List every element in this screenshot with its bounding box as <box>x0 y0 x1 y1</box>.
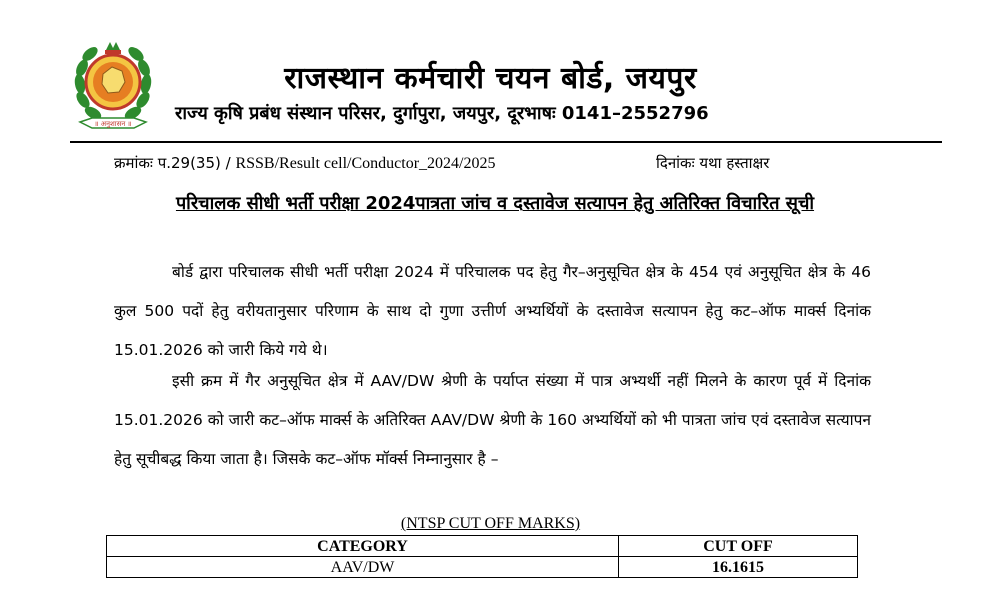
header-divider <box>70 141 942 143</box>
date-label: दिनांकः यथा हस्ताक्षर <box>656 154 770 172</box>
cutoff-table-caption: (NTSP CUT OFF MARKS) <box>400 515 581 532</box>
cutoff-table <box>106 535 858 578</box>
paragraph-intro: बोर्ड द्वारा परिचालक सीधी भर्ती परीक्षा 2024 में परिचालक पद हेतु गैर–अनुसूचित क्षेत्र के 454 एवं अनुसूचित क्षेत्र के 46 कुल 500 पदों हेतु वरीयतानुसार परिणाम के साथ दो गुणा उत्तीर्ण अभ्यर्थियों के दस्तावेज सत्यापन हेतु कट–ऑफ मार्क्स दिनांक 15.01.2026 को जारी किये गये थे। <box>114 263 871 359</box>
paragraph-details: इसी क्रम में गैर अनुसूचित क्षेत्र में AAV/DW श्रेणी के पर्याप्त संख्या में पात्र अभ्यर्थी नहीं मिलने के कारण पूर्व में दिनांक 15.01.2026 को जारी कट–ऑफ मार्क्स के अतिरिक्त AAV/DW श्रेणी के 160 अभ्यर्थियों को भी पात्रता जांच एवं दस्तावेज सत्यापन हेतु सूचीबद्ध किया जाता है। जिसके कट–ऑफ मॉर्क्स निम्नानुसार है – <box>114 372 871 468</box>
organization-address: राज्य कृषि प्रबंध संस्थान परिसर, दुर्गापुरा, जयपुर, दूरभाषः 0141–2552796 <box>175 103 709 124</box>
table-row <box>107 557 858 578</box>
table-header-row <box>107 536 858 557</box>
reference-code: RSSB/Result cell/Conductor_2024/2025 <box>235 155 496 172</box>
document-title: परिचालक सीधी भर्ती परीक्षा 2024पात्रता जांच व दस्तावेज सत्यापन हेतु अतिरिक्त विचारित सूची <box>175 193 815 214</box>
cell-category: AAV/DW <box>107 557 619 578</box>
header-category: CATEGORY <box>107 536 619 557</box>
reference-number <box>114 153 495 173</box>
reference-prefix: क्रमांकः प.29(35) / <box>114 154 236 172</box>
organization-name: राजस्थान कर्मचारी चयन बोर्ड, जयपुर <box>284 61 697 96</box>
header-cutoff: CUT OFF <box>619 536 858 557</box>
cell-cutoff: 16.1615 <box>619 557 858 578</box>
logo-motto: ॥ अनुशासन ॥ <box>94 120 132 128</box>
